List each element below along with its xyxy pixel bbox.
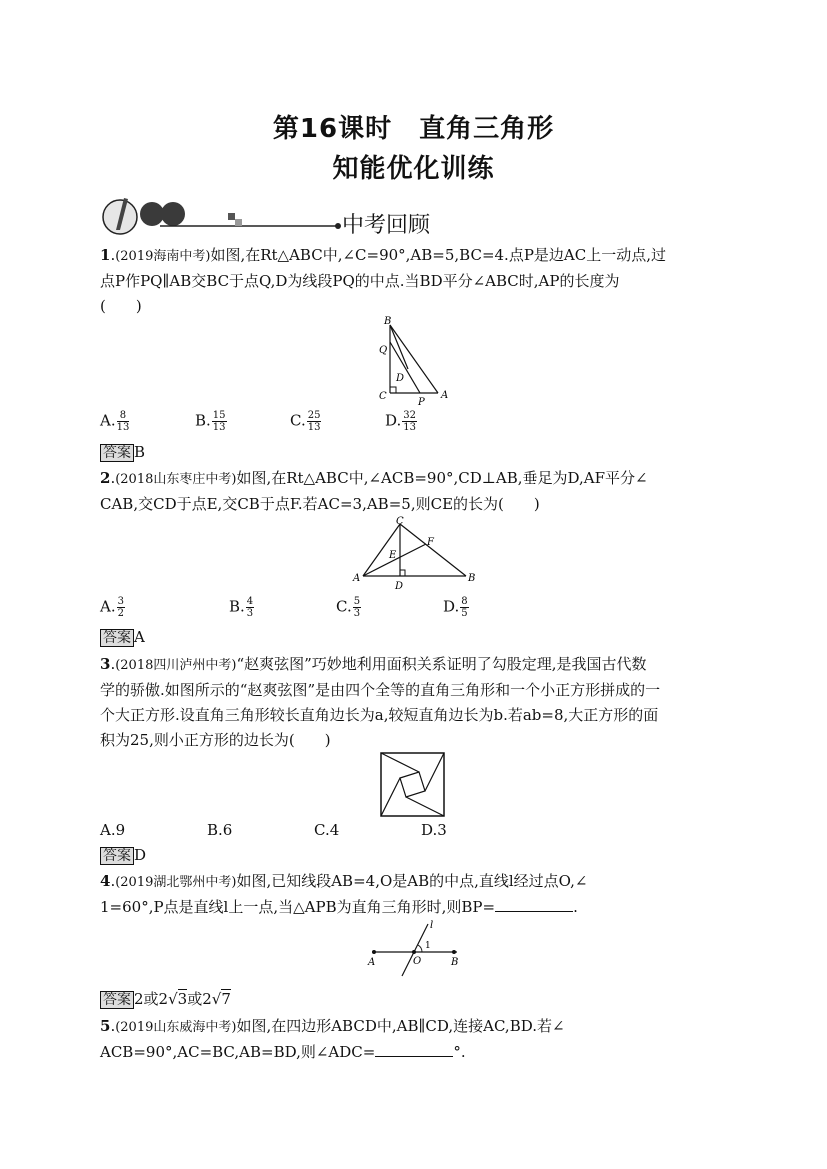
problem-number: 5 — [100, 1017, 111, 1035]
label-c: C — [379, 391, 387, 402]
problem-3-line2: 学的骄傲.如图所示的“赵爽弦图”是由四个全等的直角三角形和一个小正方形拼成的一 — [100, 681, 661, 699]
page-subtitle: 知能优化训练 — [332, 154, 495, 184]
problem-3-option-d[interactable]: D.3 — [421, 821, 447, 839]
problem-2-line1: 2.(2018山东枣庄中考)如图,在Rt△ABC中,∠ACB=90°,CD⊥AB,垂足为D,AF平分∠ — [100, 469, 648, 487]
answer-label: 答案 — [100, 629, 134, 647]
answer-value: D — [134, 846, 147, 864]
label-a: A — [441, 390, 449, 401]
section-title: 中考回顾 — [342, 213, 431, 238]
answer-blank[interactable] — [495, 897, 573, 912]
problem-2-line2: CAB,交CD于点E,交CB于点F.若AC=3,AB=5,则CE的长为( ) — [100, 495, 540, 513]
problem-number: 3 — [100, 655, 111, 673]
problem-2-answer — [100, 627, 145, 647]
problem-text: “赵爽弦图”巧妙地利用面积关系证明了勾股定理,是我国古代数 — [236, 655, 647, 673]
figure-2 — [348, 514, 483, 594]
problem-4-line1: 4.(2019湖北鄂州中考)如图,已知线段AB=4,O是AB的中点,直线l经过点O,∠ — [100, 872, 588, 890]
label-l: l — [430, 920, 434, 931]
sqrt-symbol: √ — [211, 990, 222, 1008]
label-b: B — [451, 957, 459, 968]
problem-number: 2 — [100, 469, 111, 487]
answer-value: B — [134, 443, 146, 461]
problem-1-line1: 1.(2019海南中考)如图,在Rt△ABC中,∠C=90°,AB=5,BC=4.点P是边AC上一动点,过 — [100, 246, 666, 264]
problem-4-answer — [100, 988, 231, 1009]
answer-value: 2或2√3或2√7 — [134, 990, 231, 1008]
label-o: O — [413, 956, 422, 967]
problem-3-answer — [100, 845, 146, 865]
problem-number: 4 — [100, 872, 111, 890]
problem-5-line1: 5.(2019山东威海中考)如图,在四边形ABCD中,AB∥CD,连接AC,BD.若∠ — [100, 1017, 565, 1035]
label-b: B — [384, 316, 392, 327]
problem-5 — [100, 1014, 725, 1065]
problem-2-option-a[interactable]: A. $\frac{3}{2}$ — [100, 596, 124, 619]
problem-2 — [100, 466, 725, 517]
answer-label: 答案 — [100, 847, 134, 865]
label-e: E — [389, 550, 397, 561]
problem-2-option-c[interactable]: C. $\frac{5}{3}$ — [336, 596, 361, 619]
problem-source: (2019山东威海中考) — [115, 1020, 237, 1035]
problem-3-option-c[interactable]: C.4 — [314, 821, 340, 839]
problem-5-line2: ACB=90°,AC=BC,AB=BD,则∠ADC= °. — [100, 1043, 466, 1061]
problem-1-line2: 点P作PQ∥AB交BC于点Q,D为线段PQ的中点.当BD平分∠ABC时,AP的长度为 — [100, 272, 620, 290]
problem-source: (2018四川泸州中考) — [115, 658, 237, 673]
label-c: C — [396, 516, 404, 527]
problem-3 — [100, 652, 725, 753]
label-d: D — [395, 581, 404, 592]
problem-3-option-b[interactable]: B.6 — [207, 821, 233, 839]
problem-text: 如图,在Rt△ABC中,∠ACB=90°,CD⊥AB,垂足为D,AF平分∠ — [236, 469, 648, 487]
problem-1-option-d[interactable]: D. $\frac{32}{13}$ — [385, 410, 416, 433]
problem-2-option-b[interactable]: B. $\frac{4}{3}$ — [229, 596, 254, 619]
problem-3-line3: 个大正方形.设直角三角形较长直角边长为a,较短直角边长为b.若ab=8,大正方形的面 — [100, 706, 659, 724]
figure-4 — [362, 918, 467, 980]
answer-value: A — [134, 628, 145, 646]
answer-label: 答案 — [100, 444, 134, 462]
label-angle-1: 1 — [425, 941, 431, 951]
problem-4 — [100, 869, 725, 920]
label-d: D — [396, 373, 405, 384]
problem-number: 1 — [100, 246, 111, 264]
label-f: F — [427, 537, 434, 548]
figure-3-zhaoshuang-diagram — [378, 750, 448, 822]
problem-1-option-b[interactable]: B. $\frac{15}{13}$ — [195, 410, 226, 433]
problem-1-answer — [100, 442, 145, 462]
problem-source: (2018山东枣庄中考) — [115, 472, 237, 487]
figure-1 — [370, 315, 460, 410]
problem-text: 如图,已知线段AB=4,O是AB的中点,直线l经过点O,∠ — [236, 872, 588, 890]
label-b: B — [468, 573, 476, 584]
problem-text: 如图,在Rt△ABC中,∠C=90°,AB=5,BC=4.点P是边AC上一动点,过 — [210, 246, 666, 264]
problem-4-line2: 1=60°,P点是直线l上一点,当△APB为直角三角形时,则BP= . — [100, 898, 578, 916]
problem-3-option-a[interactable]: A.9 — [100, 821, 126, 839]
label-a: A — [368, 957, 376, 968]
label-a: A — [353, 573, 361, 584]
section-banner — [100, 194, 460, 238]
problem-text: 如图,在四边形ABCD中,AB∥CD,连接AC,BD.若∠ — [236, 1017, 565, 1035]
answer-label: 答案 — [100, 991, 134, 1009]
label-p: P — [418, 397, 425, 408]
label-q: Q — [379, 345, 388, 356]
problem-1-option-a[interactable]: A. $\frac{8}{13}$ — [100, 410, 130, 433]
problem-1 — [100, 243, 725, 319]
page-title: 第16课时 直角三角形 — [272, 114, 555, 144]
problem-3-line4: 积为25,则小正方形的边长为( ) — [100, 731, 331, 749]
sqrt-symbol: √ — [168, 990, 178, 1008]
problem-source: (2019湖北鄂州中考) — [115, 875, 237, 890]
problem-source: (2019海南中考) — [115, 249, 211, 264]
problem-3-line1: 3.(2018四川泸州中考)“赵爽弦图”巧妙地利用面积关系证明了勾股定理,是我国古代数 — [100, 655, 647, 673]
problem-1-option-c[interactable]: C. $\frac{25}{13}$ — [290, 410, 321, 433]
problem-2-option-d[interactable]: D. $\frac{8}{5}$ — [443, 596, 468, 619]
answer-blank[interactable] — [375, 1042, 453, 1057]
problem-1-line3: ( ) — [100, 297, 142, 315]
